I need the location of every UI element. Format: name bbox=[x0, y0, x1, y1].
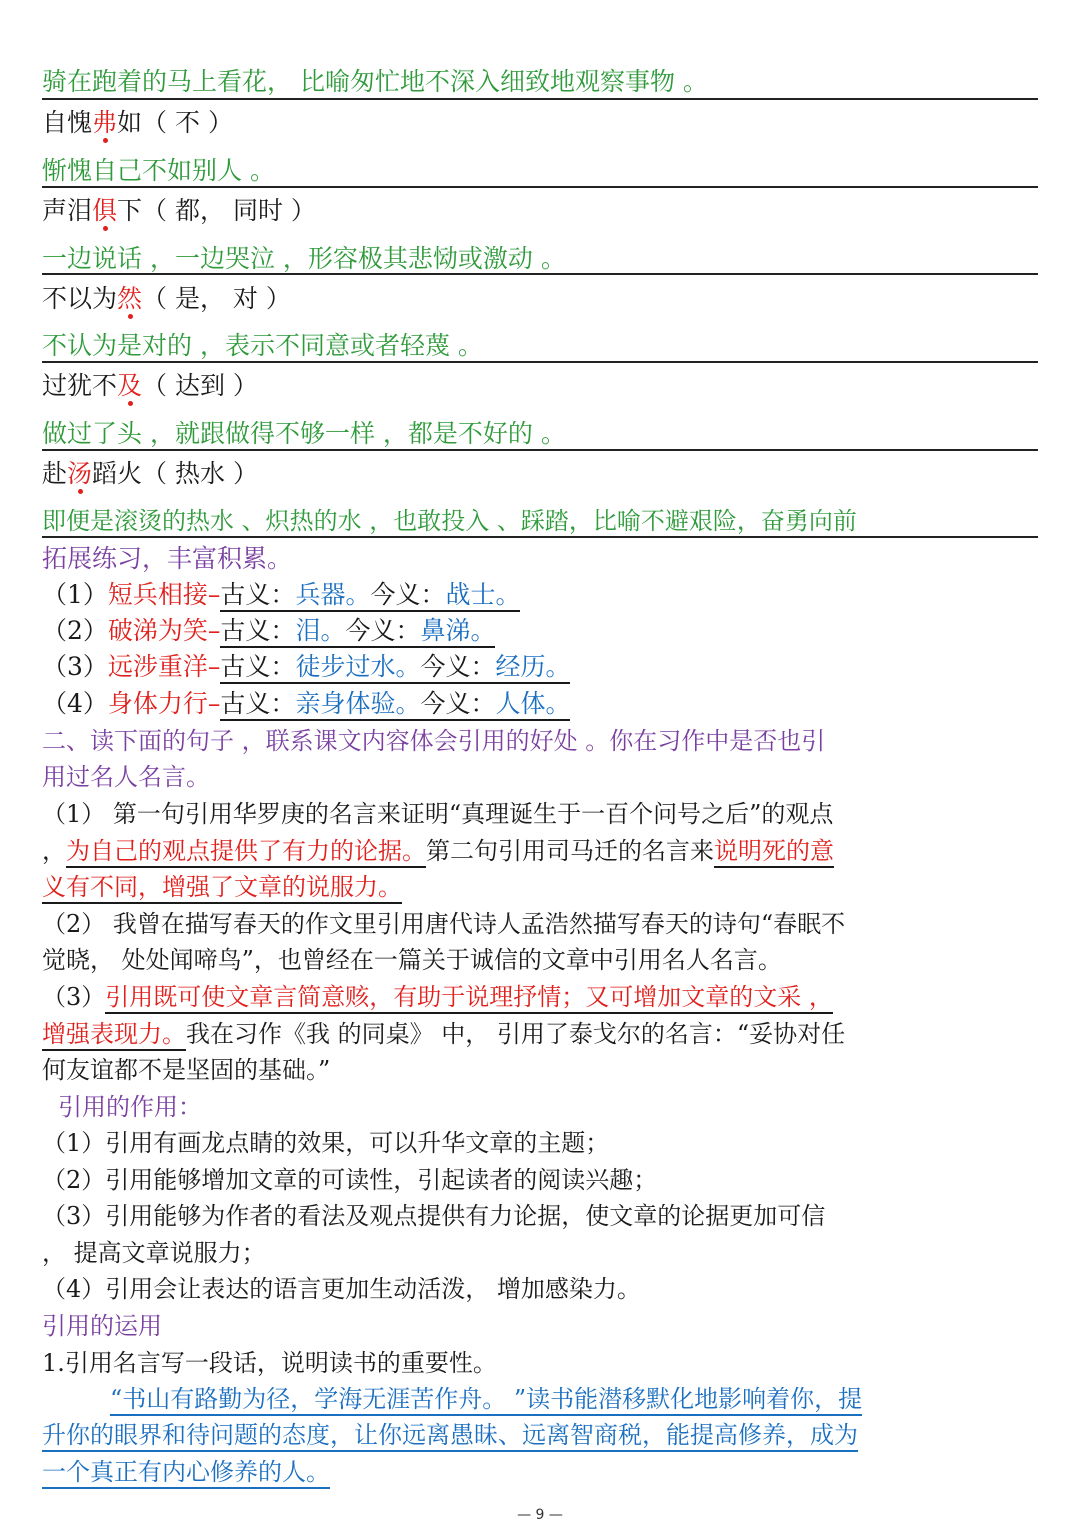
idiom-word-3 bbox=[42, 282, 291, 316]
idiom-meaning-1: 惭愧自己不如别人 。 bbox=[42, 156, 275, 185]
section2-title-line2: 用过名人名言。 bbox=[42, 763, 210, 791]
idiom-word-2 bbox=[42, 194, 316, 228]
old-label: 古义： bbox=[220, 652, 296, 681]
item-idiom: 身体力行 bbox=[107, 689, 208, 718]
rule bbox=[42, 449, 1038, 451]
item-num: （4） bbox=[42, 689, 108, 718]
new-label: 今义： bbox=[345, 616, 421, 645]
new-meaning: 人体。 bbox=[495, 689, 571, 718]
extension-item-3 bbox=[42, 650, 570, 684]
idiom-post: 下 bbox=[117, 196, 143, 225]
p3-red-1: 引用既可使文章言简意赅，有助于说理抒情；又可增加文章的文采 ， bbox=[105, 983, 833, 1014]
item-idiom: 远涉重洋 bbox=[107, 652, 208, 681]
new-label: 今义： bbox=[420, 652, 496, 681]
new-label: 今义： bbox=[370, 580, 446, 609]
idiom-key-char: 及 bbox=[117, 371, 143, 400]
p1-red-3: 义有不同，增强了文章的说服力。 bbox=[42, 873, 402, 904]
idiom-post: 如 bbox=[117, 108, 143, 137]
extension-heading: 拓展练习，丰富积累。 bbox=[42, 544, 293, 573]
idiom-key-char: 然 bbox=[117, 284, 143, 313]
extension-item-1 bbox=[42, 578, 520, 612]
p3-line1 bbox=[42, 980, 833, 1014]
idiom-word-1 bbox=[42, 106, 233, 140]
item-dash: – bbox=[207, 689, 221, 718]
item-num: （3） bbox=[42, 652, 108, 681]
item-num: （1） bbox=[42, 580, 108, 609]
p3-num: （3） bbox=[42, 983, 106, 1011]
idiom-pre: 不以为 bbox=[42, 284, 118, 313]
idiom-meaning-5: 即便是滚烫的热水 、炽热的水 ，也敢投入 、踩踏，比喻不避艰险，奋勇向前 bbox=[42, 507, 857, 535]
idiom-gloss: （ 达到 ） bbox=[142, 371, 258, 400]
extension-item-4 bbox=[42, 687, 570, 721]
old-meaning: 兵器。 bbox=[295, 580, 371, 609]
idiom-gloss: （ 热水 ） bbox=[142, 459, 258, 488]
new-meaning: 战士。 bbox=[445, 580, 521, 609]
usage-heading: 引用的运用 bbox=[42, 1312, 162, 1340]
item-idiom: 破涕为笑 bbox=[107, 616, 208, 645]
idiom-meaning-0: 骑在跑着的马上看花， 比喻匆忙地不深入细致地观察事物 。 bbox=[42, 67, 708, 96]
old-label: 古义： bbox=[220, 689, 296, 718]
idiom-key-char: 俱 bbox=[92, 196, 118, 225]
old-label: 古义： bbox=[220, 580, 296, 609]
idiom-post: 蹈火 bbox=[92, 459, 143, 488]
p3-line2 bbox=[42, 1017, 845, 1051]
p1-comma: ， bbox=[42, 837, 66, 865]
usage-task: 1.引用名言写一段话，说明读书的重要性。 bbox=[42, 1349, 497, 1377]
rule bbox=[42, 361, 1038, 363]
effect-item-2: （2）引用能够增加文章的可读性，引起读者的阅读兴趣； bbox=[42, 1166, 658, 1194]
p3-red-2: 增强表现力。 bbox=[42, 1020, 186, 1051]
item-dash: – bbox=[207, 616, 221, 645]
effect-item-1: （1）引用有画龙点睛的效果，可以升华文章的主题； bbox=[42, 1129, 610, 1157]
idiom-pre: 声泪 bbox=[42, 196, 93, 225]
idiom-word-5 bbox=[42, 457, 258, 491]
answer-text: “书山有路勤为径，学海无涯苦作舟。 ”读书能潜移默化地影响着你，提 bbox=[110, 1385, 862, 1416]
effect-item-3: （3）引用能够为作者的看法及观点提供有力论据，使文章的论据更加可信 bbox=[42, 1202, 826, 1230]
idiom-pre: 赴 bbox=[42, 459, 68, 488]
p1-line3 bbox=[42, 870, 402, 904]
new-meaning: 经历。 bbox=[495, 652, 571, 681]
p1-mid: 第二句引用司马迁的名言来 bbox=[426, 837, 714, 865]
new-meaning: 鼻涕。 bbox=[420, 616, 496, 645]
usage-answer-line1 bbox=[110, 1382, 862, 1416]
old-meaning: 亲身体验。 bbox=[295, 689, 421, 718]
p1-line2 bbox=[42, 834, 834, 868]
p1-red-2: 说明死的意 bbox=[714, 837, 834, 868]
rule bbox=[42, 186, 1038, 188]
usage-answer-line2 bbox=[42, 1418, 858, 1452]
p2-line2: 觉晓， 处处闻啼鸟”，也曾经在一篇关于诚信的文章中引用名人名言。 bbox=[42, 946, 782, 974]
rule bbox=[42, 536, 1038, 538]
p1-line1: （1） 第一句引用华罗庚的名言来证明“真理诞生于一百个问号之后”的观点 bbox=[42, 800, 834, 828]
idiom-gloss: （ 都， 同时 ） bbox=[142, 196, 316, 225]
item-dash: – bbox=[207, 652, 221, 681]
rule bbox=[42, 273, 1038, 275]
effects-heading: 引用的作用： bbox=[58, 1093, 202, 1121]
idiom-gloss: （ 是， 对 ） bbox=[142, 284, 291, 313]
answer-text: 一个真正有内心修养的人。 bbox=[42, 1458, 330, 1489]
idiom-gloss: （ 不 ） bbox=[142, 108, 233, 137]
p3-rest: 我在习作《我 的同桌》 中， 引用了泰戈尔的名言：“妥协对任 bbox=[186, 1020, 846, 1048]
p1-red-1: 为自己的观点提供了有力的论据。 bbox=[66, 837, 426, 868]
answer-text: 升你的眼界和待问题的态度，让你远离愚昧、远离智商税，能提高修养，成为 bbox=[42, 1421, 858, 1452]
idiom-word-4 bbox=[42, 369, 258, 403]
new-label: 今义： bbox=[420, 689, 496, 718]
rule bbox=[42, 98, 1038, 100]
old-label: 古义： bbox=[220, 616, 296, 645]
idiom-meaning-4: 做过了头 ，就跟做得不够一样 ，都是不好的 。 bbox=[42, 419, 566, 448]
usage-answer-line3 bbox=[42, 1455, 330, 1489]
item-num: （2） bbox=[42, 616, 108, 645]
idiom-meaning-3: 不认为是对的 ，表示不同意或者轻蔑 。 bbox=[42, 331, 483, 360]
idiom-key-char: 汤 bbox=[67, 459, 93, 488]
idiom-key-char: 弗 bbox=[92, 108, 118, 137]
section2-title-line1: 二、读下面的句子 ，联系课文内容体会引用的好处 。你在习作中是否也引 bbox=[42, 727, 826, 755]
page-number: — 9 — bbox=[517, 1507, 563, 1523]
p3-line3: 何友谊都不是坚固的基础。” bbox=[42, 1056, 331, 1084]
extension-item-2 bbox=[42, 614, 495, 648]
effect-item-3-cont: ， 提高文章说服力； bbox=[42, 1239, 266, 1267]
old-meaning: 徒步过水。 bbox=[295, 652, 421, 681]
idiom-pre: 自愧 bbox=[42, 108, 93, 137]
effect-item-4: （4）引用会让表达的语言更加生动活泼， 增加感染力。 bbox=[42, 1275, 641, 1303]
p2-line1: （2） 我曾在描写春天的作文里引用唐代诗人孟浩然描写春天的诗句“春眠不 bbox=[42, 910, 846, 938]
old-meaning: 泪。 bbox=[295, 616, 346, 645]
idiom-meaning-2: 一边说话 ，一边哭泣 ，形容极其悲恸或激动 。 bbox=[42, 244, 566, 273]
idiom-pre: 过犹不 bbox=[42, 371, 118, 400]
item-idiom: 短兵相接 bbox=[107, 580, 208, 609]
item-dash: – bbox=[207, 580, 221, 609]
